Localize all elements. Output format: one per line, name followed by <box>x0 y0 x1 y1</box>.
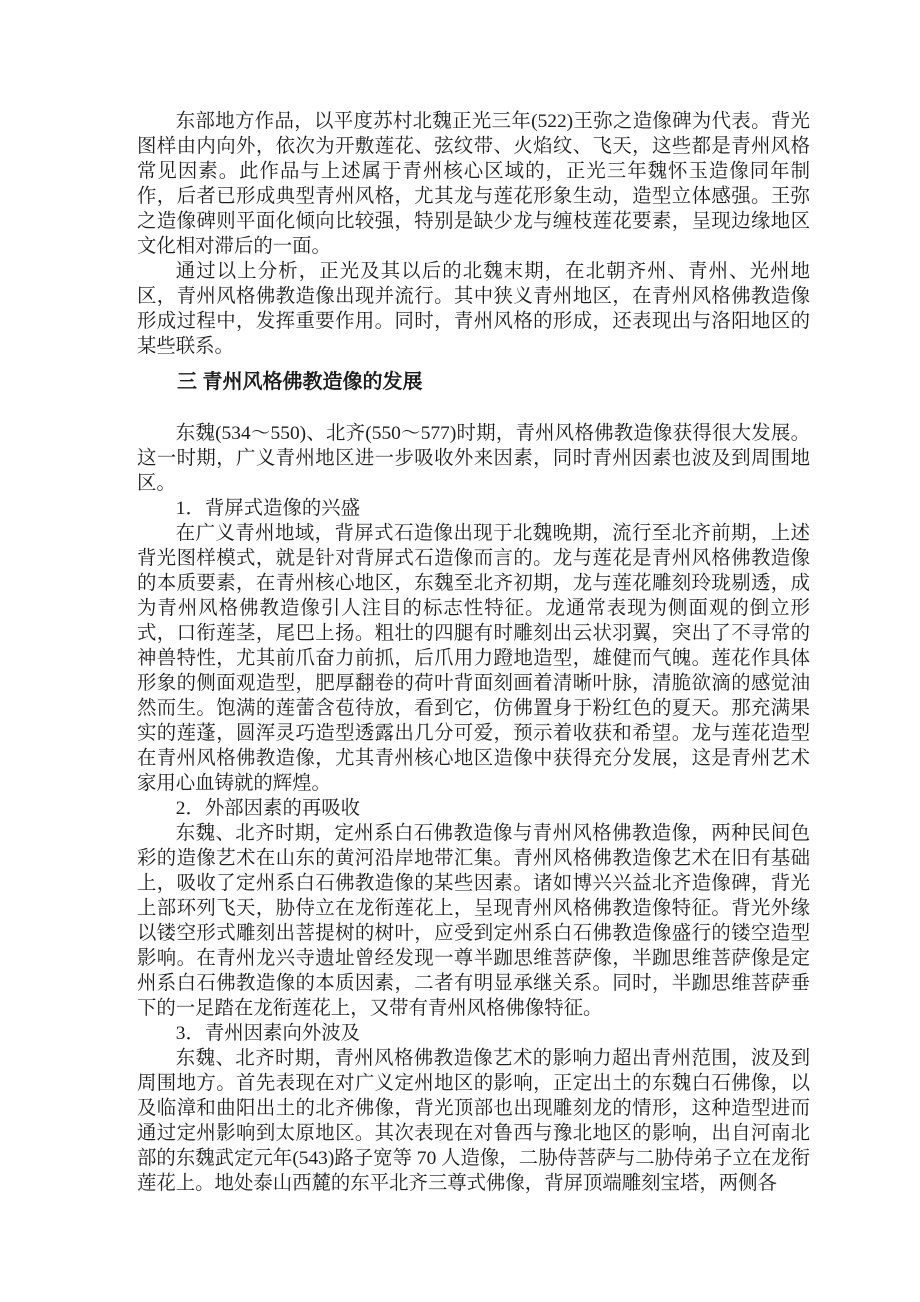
paragraph-subsection-1: 在广义青州地域，背屏式石造像出现于北魏晚期，流行至北齐前期，上述背光图样模式，就是针对背屏式石造像而言的。龙与莲花是青州风格佛教造像的本质要素，在青州核心地区，东魏至北齐初期，龙与莲花雕刻玲珑剔透，成为青州风格佛教造像引人注目的标志性特征。龙通常表现为侧面观的倒立形式，口衔莲茎，尾巴上扬。粗壮的四腿有时雕刻出云状羽翼，突出了不寻常的神兽特性，尤其前爪奋力前抓，后爪用力蹬地造型，雄健而气魄。莲花作具体形象的侧面观造型，肥厚翻卷的荷叶背面刻画着清晰叶脉，清脆欲滴的感觉油然而生。饱满的莲蕾含苞待放，看到它，仿佛置身于粉红色的夏天。那充满果实的莲蓬，圆浑灵巧造型透露出几分可爱，预示着收获和希望。龙与莲花造型在青州风格佛教造像，尤其青州核心地区造像中获得充分发展，这是青州艺术家用心血铸就的辉煌。 <box>137 523 810 794</box>
paragraph-analysis-summary: 通过以上分析，正光及其以后的北魏末期，在北朝齐州、青州、光州地区，青州风格佛教造像出现并流行。其中狭义青州地区，在青州风格佛教造像形成过程中，发挥重要作用。同时，青州风格的形成，还表现出与洛阳地区的某些联系。 <box>137 261 810 357</box>
subsection-title-2: 2．外部因素的再吸收 <box>175 798 361 819</box>
subsection-title-1: 1．背屏式造像的兴盛 <box>175 498 361 519</box>
paragraph-subsection-3: 东魏、北齐时期，青州风格佛教造像艺术的影响力超出青州范围，波及到周围地方。首先表现在对广义定州地区的影响，正定出土的东魏白石佛像，以及临漳和曲阳出土的北齐佛像，背光顶部也出现雕刻龙的情形，这种造型进而通过定州影响到太原地区。其次表现在对鲁西与豫北地区的影响，出自河南北部的东魏武定元年(543)路子宽等 70 人造像，二胁侍菩萨与二胁侍弟子立在龙衔莲花上。地处泰山西麓的东平北齐三尊式佛像，背屏顶端雕刻宝塔，两侧各 <box>137 1048 810 1194</box>
paragraph-subsection-2: 东魏、北齐时期，定州系白石佛教造像与青州风格佛教造像，两种民间色彩的造像艺术在山东的黄河沿岸地带汇集。青州风格佛教造像艺术在旧有基础上，吸收了定州系白石佛教造像的某些因素。诸如博兴兴益北齐造像碑，背光上部环列飞天，胁侍立在龙衔莲花上，呈现青州风格佛教造像特征。背光外缘以镂空形式雕刻出菩提树的树叶，应受到定州系白石佛教造像盛行的镂空造型影响。在青州龙兴寺遗址曾经发现一尊半跏思维菩萨像，半跏思维菩萨像是定州系白石佛教造像的本质因素，二者有明显承继关系。同时，半跏思维菩萨垂下的一足踏在龙衔莲花上，又带有青州风格佛像特征。 <box>137 823 810 1019</box>
paragraph-east-region-works: 东部地方作品，以平度苏村北魏正光三年(522)王弥之造像碑为代表。背光图样由内向外，依次为开敷莲花、弦纹带、火焰纹、飞天，这些都是青州风格常见因素。此作品与上述属于青州核心区域的，正光三年魏怀玉造像同年制作，后者已形成典型青州风格，尤其龙与莲花形象生动，造型立体感强。王弥之造像碑则平面化倾向比较强，特别是缺少龙与缠枝莲花要素，呈现边缘地区文化相对滞后的一面。 <box>137 111 810 257</box>
section-heading-development: 三 青州风格佛教造像的发展 <box>177 371 423 393</box>
paragraph-section-lead: 东魏(534～550)、北齐(550～577)时期，青州风格佛教造像获得很大发展。这一时期，广义青州地区进一步吸收外来因素，同时青州因素也波及到周围地区。 <box>137 423 810 494</box>
subsection-title-3: 3．青州因素向外波及 <box>175 1023 361 1044</box>
